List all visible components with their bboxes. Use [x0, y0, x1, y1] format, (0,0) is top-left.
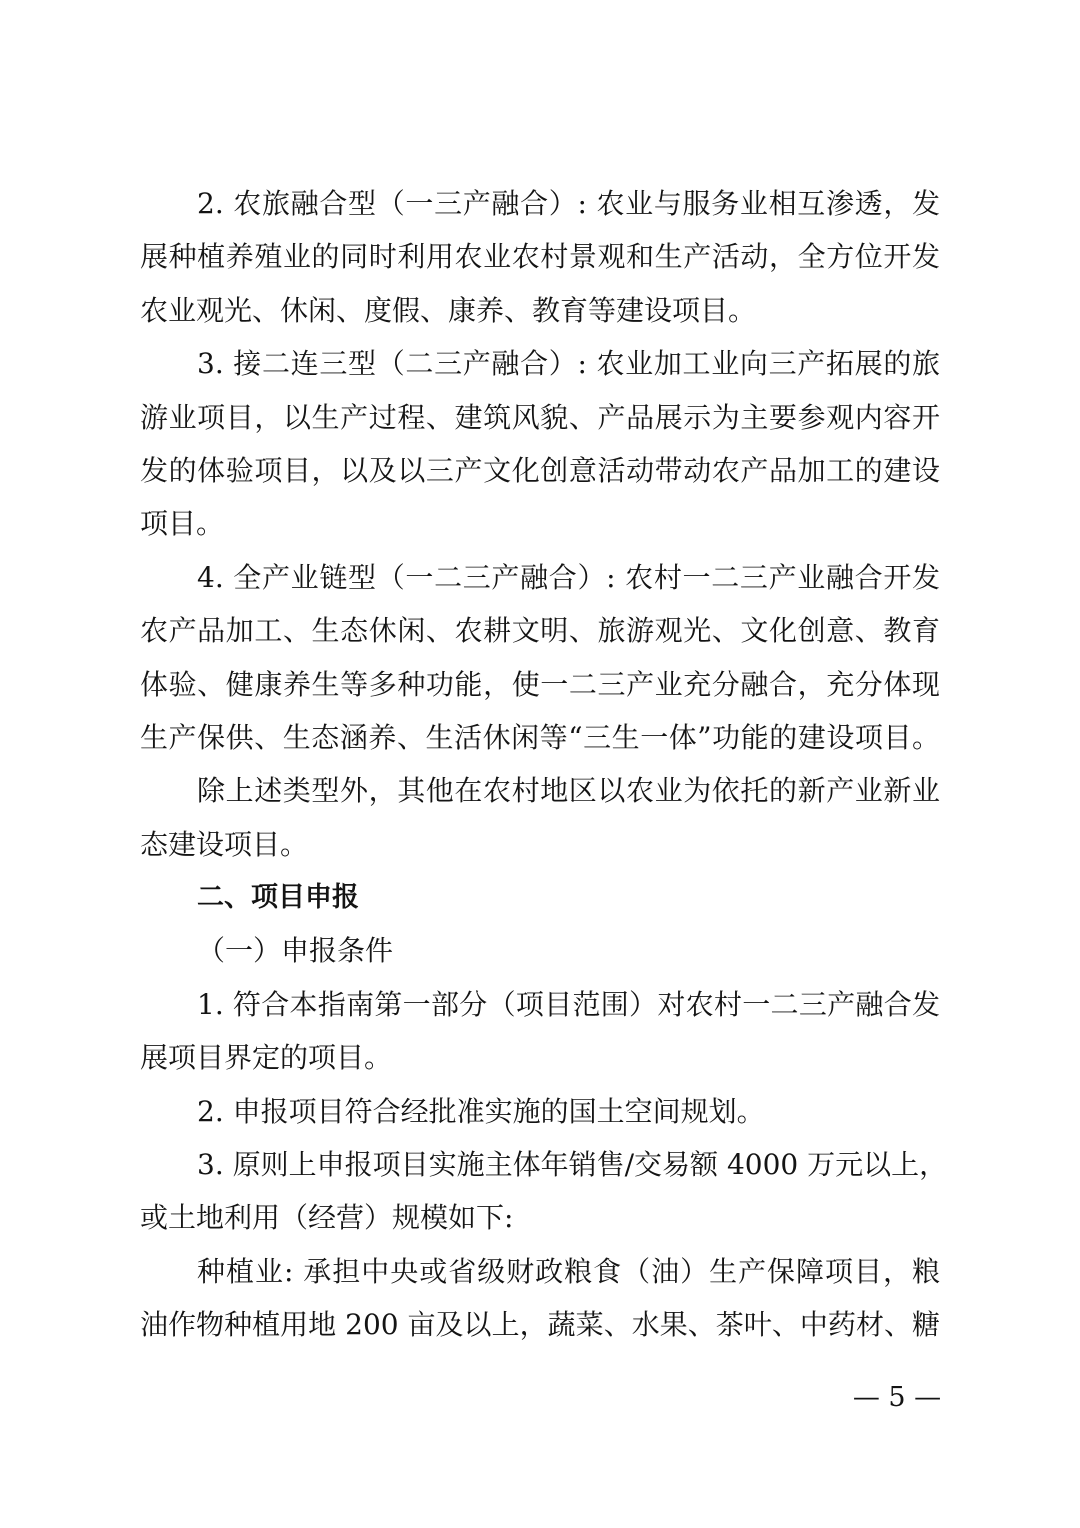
paragraph-line: 发的体验项目，以及以三产文化创意活动带动农产品加工的建设	[140, 453, 940, 487]
paragraph-line: 2. 申报项目符合经批准实施的国土空间规划。	[197, 1094, 765, 1128]
paragraph-line: 展项目界定的项目。	[140, 1041, 393, 1075]
paragraph-line: 体验、健康养生等多种功能，使一二三产业充分融合，充分体现	[140, 667, 940, 701]
paragraph-line: 种植业: 承担中央或省级财政粮食（油）生产保障项目，粮	[197, 1254, 940, 1288]
paragraph-line: 生产保供、生态涵养、生活休闲等“三生一体”功能的建设项目。	[140, 720, 940, 754]
paragraph-line: 3. 原则上申报项目实施主体年销售/交易额 4000 万元以上，	[197, 1148, 948, 1182]
body-text	[140, 177, 948, 1352]
paragraph-line: 油作物种植用地 200 亩及以上，蔬菜、水果、茶叶、中药材、糖	[140, 1308, 940, 1342]
section-heading: 二、项目申报	[197, 882, 359, 914]
subsection-heading: （一）申报条件	[197, 934, 394, 968]
paragraph-line: 3. 接二连三型（二三产融合）: 农业加工业向三产拓展的旅	[197, 347, 940, 381]
paragraph-line: 展种植养殖业的同时利用农业农村景观和生产活动，全方位开发	[140, 240, 940, 274]
paragraph-line: 农业观光、休闲、度假、康养、教育等建设项目。	[140, 293, 757, 327]
paragraph-line: 游业项目，以生产过程、建筑风貌、产品展示为主要参观内容开	[140, 400, 940, 434]
paragraph-line: 1. 符合本指南第一部分（项目范围）对农村一二三产融合发	[197, 987, 940, 1021]
paragraph-line: 态建设项目。	[140, 827, 309, 861]
page-number: — 5 —	[852, 1382, 942, 1413]
paragraph-line: 除上述类型外，其他在农村地区以农业为依托的新产业新业	[197, 774, 940, 808]
paragraph-line: 农产品加工、生态休闲、农耕文明、旅游观光、文化创意、教育	[140, 614, 940, 648]
paragraph-line: 4. 全产业链型（一二三产融合）: 农村一二三产业融合开发	[197, 560, 940, 594]
paragraph-line: 项目。	[140, 507, 225, 541]
paragraph-line: 或土地利用（经营）规模如下:	[140, 1201, 514, 1235]
paragraph-line: 2. 农旅融合型（一三产融合）: 农业与服务业相互渗透，发	[197, 187, 940, 220]
